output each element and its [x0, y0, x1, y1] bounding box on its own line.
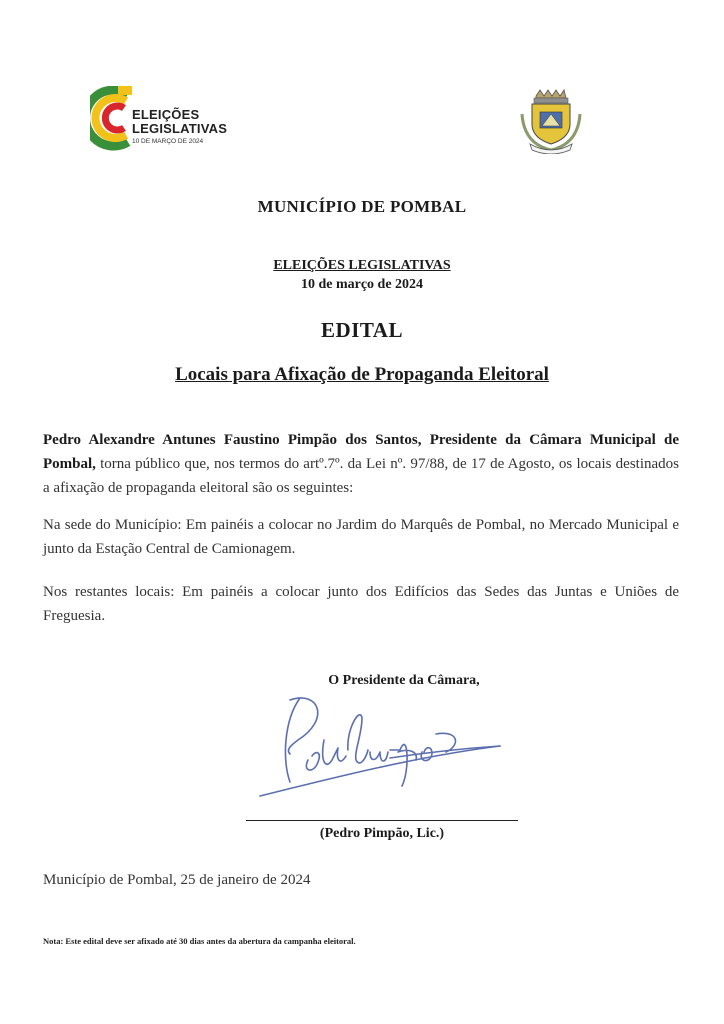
- elections-logo-line2: LEGISLATIVAS: [132, 121, 228, 136]
- municipality-title: MUNICÍPIO DE POMBAL: [257, 197, 467, 216]
- elections-logo-date: 10 DE MARÇO DE 2024: [132, 138, 204, 145]
- elections-logo-line1: ELEIÇÕES: [132, 107, 200, 122]
- signatory-label: O Presidente da Câmara,: [328, 673, 480, 688]
- paragraph-sede: Na sede do Município: Em painéis a colocar no Jardim do Marquês de Pombal, no Mercado Municipal e junto da Estação Central de Camionagem.: [43, 517, 679, 557]
- handwritten-signature: [250, 690, 510, 805]
- election-title: ELEIÇÕES LEGISLATIVAS: [273, 258, 451, 273]
- edital-heading: EDITAL: [321, 318, 403, 342]
- elections-logo: [90, 86, 230, 152]
- president-name: Pedro Alexandre Antunes Faustino Pimpão dos Santos, Presidente da Câmara Municipal de Pombal,: [43, 432, 679, 472]
- elections-logo-mark-icon: [90, 86, 134, 152]
- paragraph-intro: [43, 428, 679, 500]
- signature-line: [246, 820, 518, 821]
- pombal-crest-icon: [518, 86, 584, 154]
- paragraph-restantes: Nos restantes locais: Em painéis a colocar junto dos Edifícios das Sedes das Juntas e Uniões de Freguesia.: [43, 584, 679, 624]
- footnote: Nota: Este edital deve ser afixado até 30 dias antes da abertura da campanha eleitoral.: [43, 936, 356, 946]
- paragraph-intro-text: torna público que, nos termos do artº.7º. da Lei nº. 97/88, de 17 de Agosto, os locais destinados a afixação de propaganda eleitoral são os seguintes:: [43, 456, 679, 496]
- signatory-name: (Pedro Pimpão, Lic.): [319, 826, 445, 841]
- election-date: 10 de março de 2024: [300, 277, 424, 292]
- edital-subtitle: Locais para Afixação de Propaganda Eleitoral: [175, 364, 549, 385]
- place-and-date: Município de Pombal, 25 de janeiro de 2024: [43, 872, 311, 888]
